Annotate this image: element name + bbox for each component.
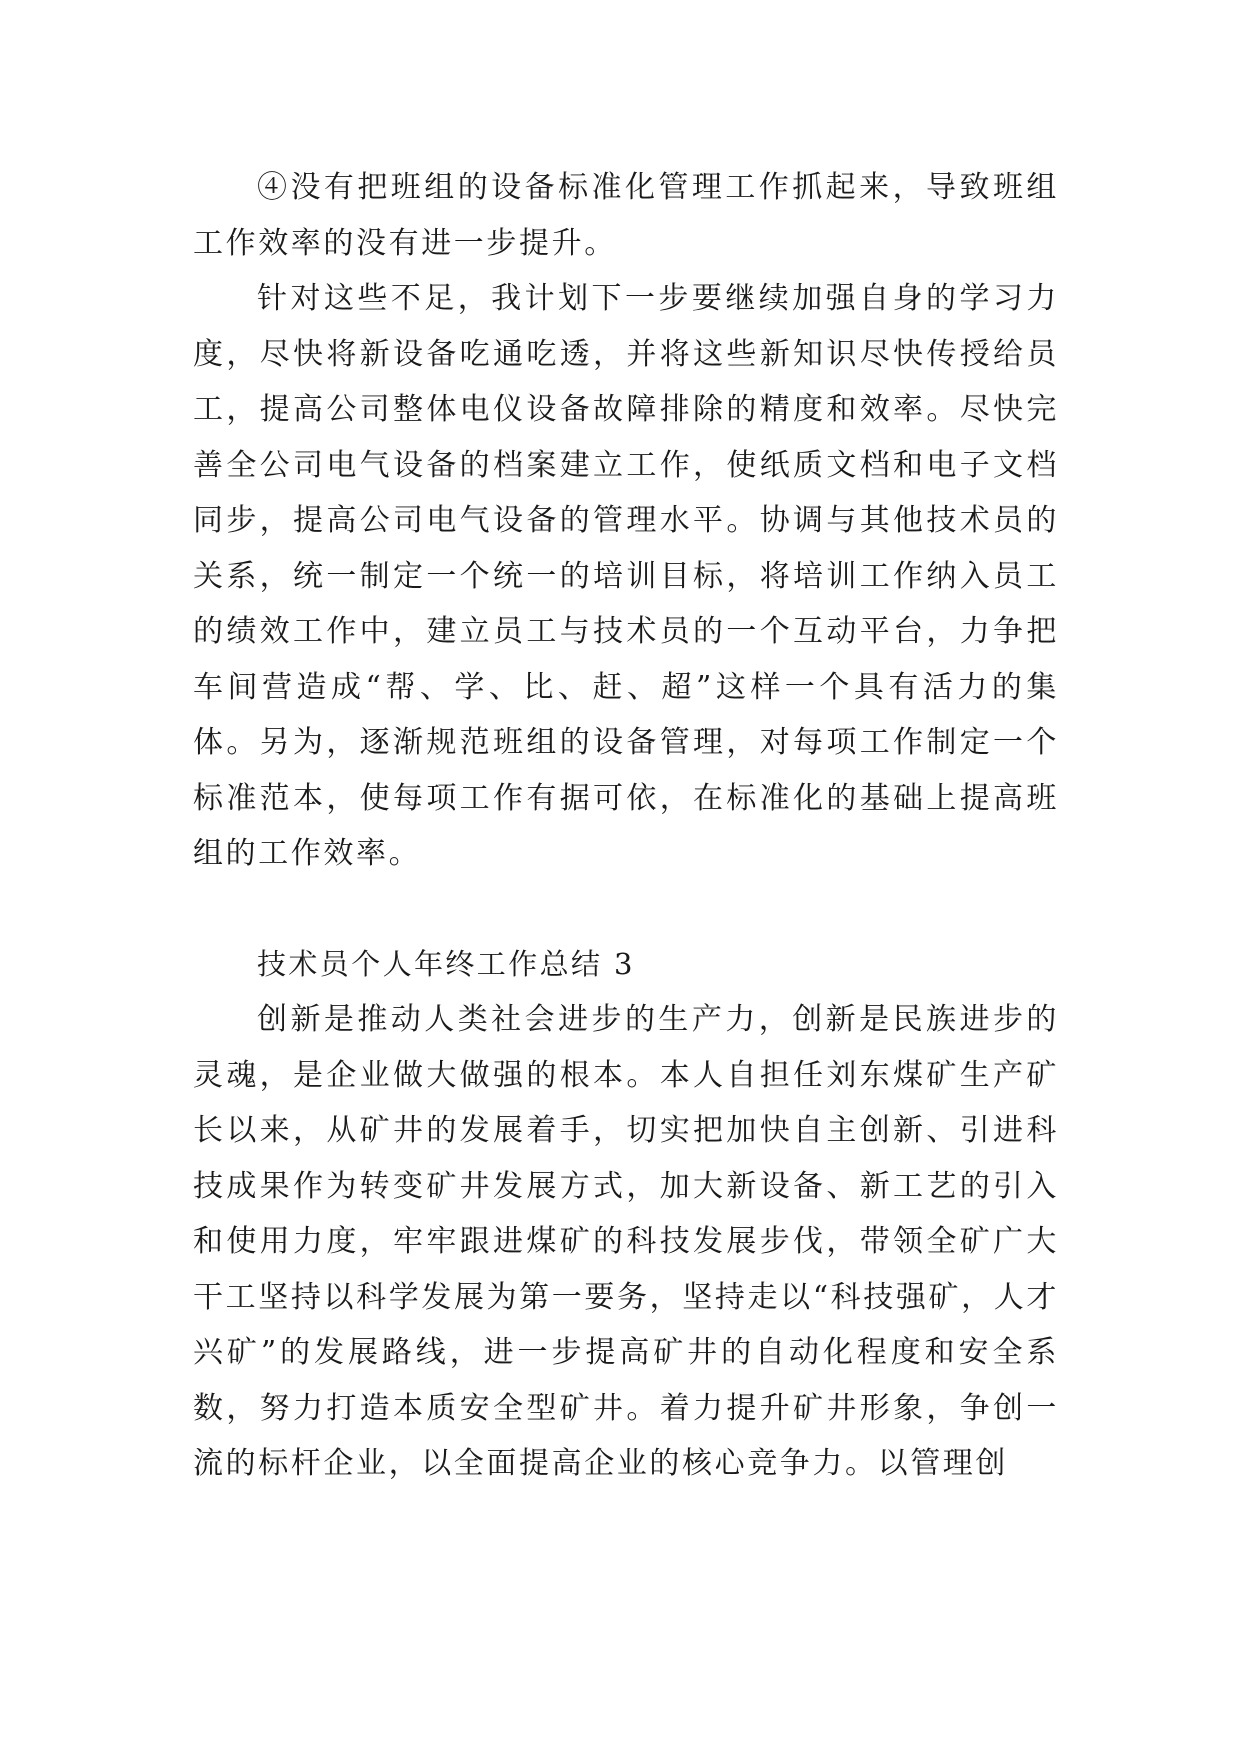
document-body [193, 160, 1059, 1492]
paragraph-improvement-plan: 针对这些不足，我计划下一步要继续加强自身的学习力度，尽快将新设备吃通吃透，并将这些新知识尽快传授给员工，提高公司整体电仪设备故障排除的精度和效率。尽快完善全公司电气设备的档案建立工作，使纸质文档和电子文档同步，提高公司电气设备的管理水平。协调与其他技术员的关系，统一制定一个统一的培训目标，将培训工作纳入员工的绩效工作中，建立员工与技术员的一个互动平台，力争把车间营造成“帮、学、比、赶、超”这样一个具有活力的集体。另为，逐渐规范班组的设备管理，对每项工作制定一个标准范本，使每项工作有据可依，在标准化的基础上提高班组的工作效率。 [193, 281, 1059, 871]
section-heading: 技术员个人年终工作总结 3 [257, 946, 635, 981]
section-spacer [193, 882, 1059, 937]
paragraph-deficiency-4: ④没有把班组的设备标准化管理工作抓起来，导致班组工作效率的没有进一步提升。 [193, 170, 1059, 261]
paragraph-innovation: 创新是推动人类社会进步的生产力，创新是民族进步的灵魂，是企业做大做强的根本。本人自担任刘东煤矿生产矿长以来，从矿井的发展着手，切实把加快自主创新、引进科技成果作为转变矿井发展方式，加大新设备、新工艺的引入和使用力度，牢牢跟进煤矿的科技发展步伐，带领全矿广大干工坚持以科学发展为第一要务，坚持走以“科技强矿，人才兴矿”的发展路线，进一步提高矿井的自动化程度和安全系数，努力打造本质安全型矿井。着力提升矿井形象，争创一流的标杆企业，以全面提高企业的核心竞争力。以管理创 [193, 1002, 1059, 1481]
